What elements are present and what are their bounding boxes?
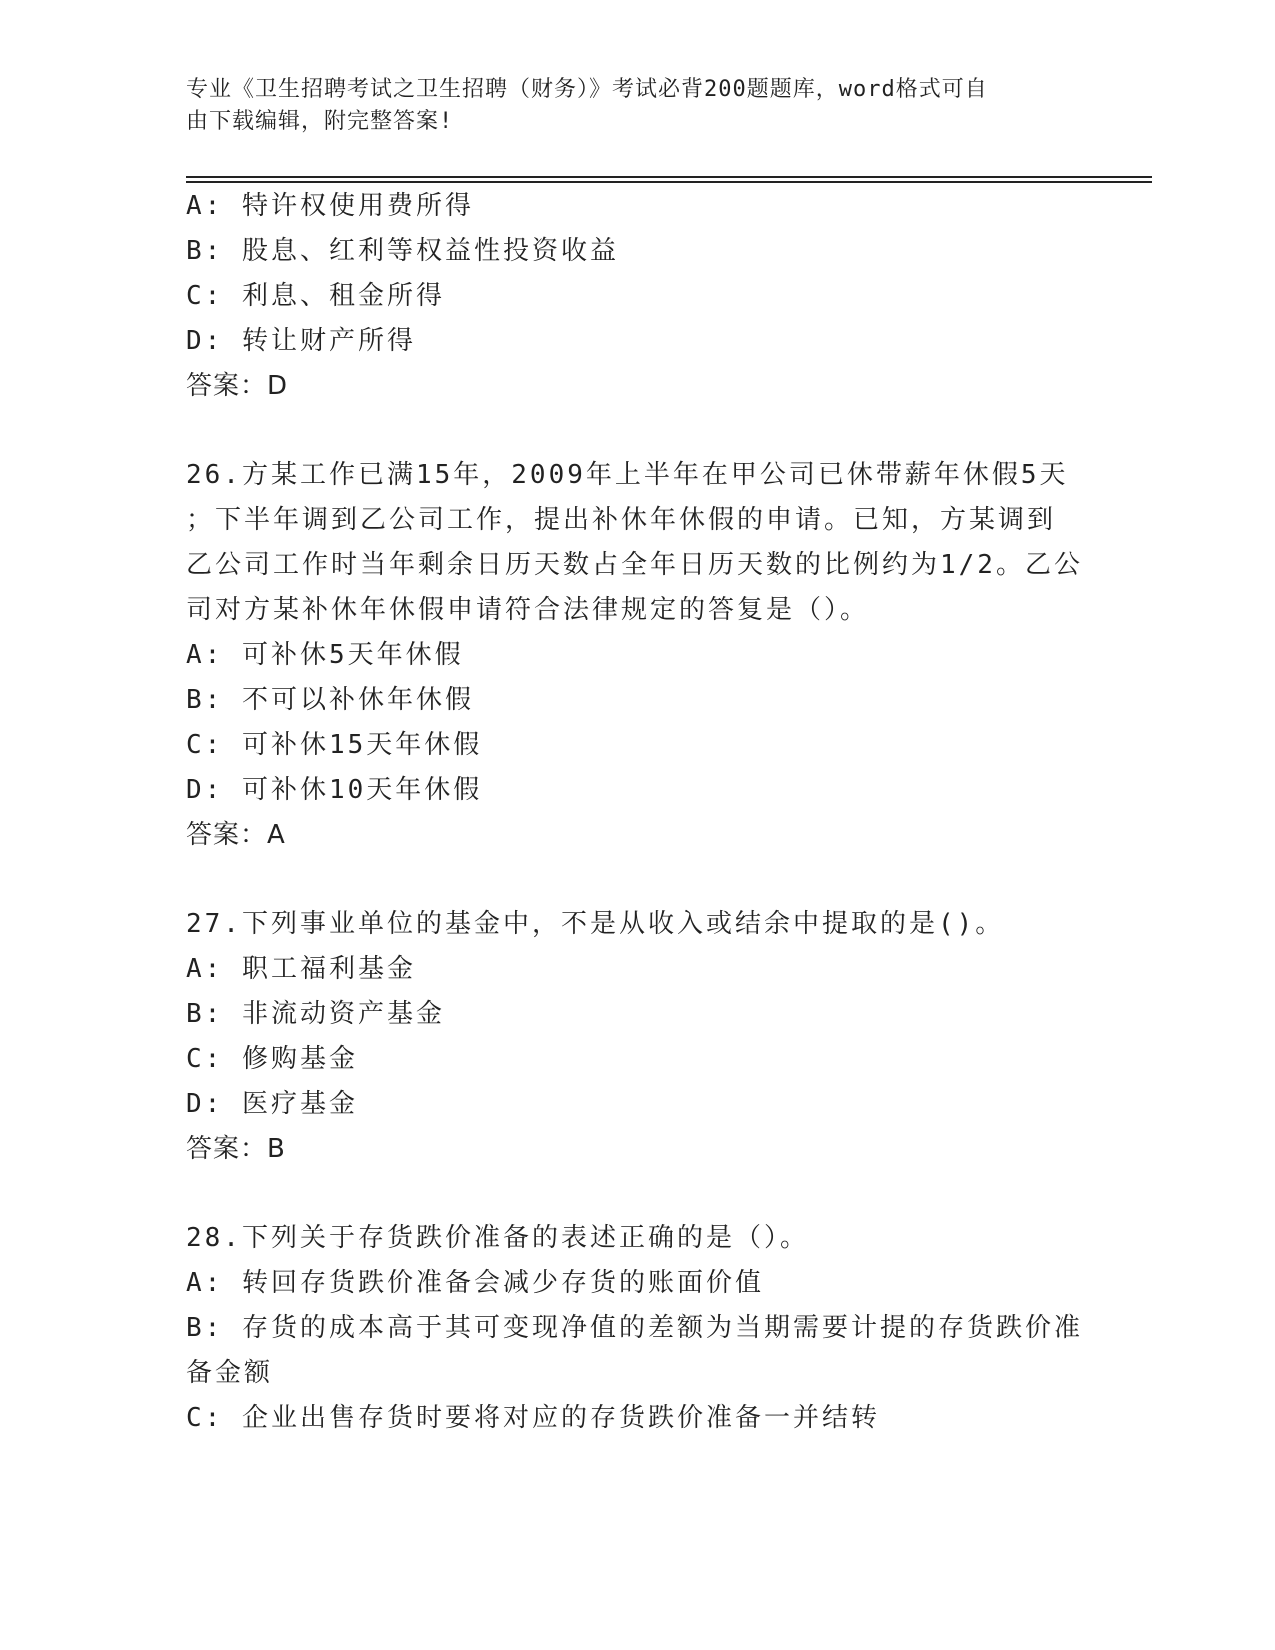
document-header [186, 74, 1066, 138]
q26-option-b: B: 不可以补休年休假 [186, 685, 474, 715]
q27-option-b: B: 非流动资产基金 [186, 999, 445, 1029]
q25-option-d: D: 转让财产所得 [186, 326, 416, 356]
header-divider-bottom [186, 181, 1152, 183]
q27-option-d: D: 医疗基金 [186, 1089, 358, 1119]
q26-option-a: A: 可补休5天年休假 [186, 640, 464, 670]
q28-option-c: C: 企业出售存货时要将对应的存货跌价准备一并结转 [186, 1403, 880, 1433]
q25-answer: 答案：D [186, 371, 289, 401]
q26-option-c: C: 可补休15天年休假 [186, 730, 483, 760]
q26-option-d: D: 可补休10天年休假 [186, 775, 483, 805]
q27-answer: 答案：B [186, 1134, 286, 1164]
q27-option-c: C: 修购基金 [186, 1044, 358, 1074]
q27-option-a: A: 职工福利基金 [186, 954, 416, 984]
q28-option-a: A: 转回存货跌价准备会减少存货的账面价值 [186, 1268, 764, 1298]
q26-stem-line-3: 乙公司工作时当年剩余日历天数占全年日历天数的比例约为1/2。乙公 [186, 550, 1083, 580]
q26-stem-line-4: 司对方某补休年休假申请符合法律规定的答复是（）。 [186, 595, 870, 625]
q25-option-a: A: 特许权使用费所得 [186, 191, 474, 221]
header-divider-top [186, 176, 1152, 178]
q26-stem-line-1: 26.方某工作已满15年，2009年上半年在甲公司已休带薪年休假5天 [186, 460, 1069, 490]
q26-stem-line-2: ；下半年调到乙公司工作，提出补休年休假的申请。已知，方某调到 [186, 505, 1057, 535]
q28-stem-line-1: 28.下列关于存货跌价准备的表述正确的是（）。 [186, 1223, 809, 1253]
q25-option-b: B: 股息、红利等权益性投资收益 [186, 236, 619, 266]
q28-option-b-line-1: B: 存货的成本高于其可变现净值的差额为当期需要计提的存货跌价准 [186, 1313, 1083, 1343]
q27-stem-line-1: 27.下列事业单位的基金中，不是从收入或结余中提取的是()。 [186, 909, 1005, 939]
q28-option-b-line-2: 备金额 [186, 1358, 274, 1388]
q25-option-c: C: 利息、租金所得 [186, 281, 445, 311]
header-title-line-1: 专业《卫生招聘考试之卫生招聘（财务）》考试必背200题题库，word格式可自 [186, 77, 988, 102]
q26-answer: 答案：A [186, 820, 286, 850]
header-title-line-2: 由下载编辑，附完整答案! [186, 109, 454, 134]
